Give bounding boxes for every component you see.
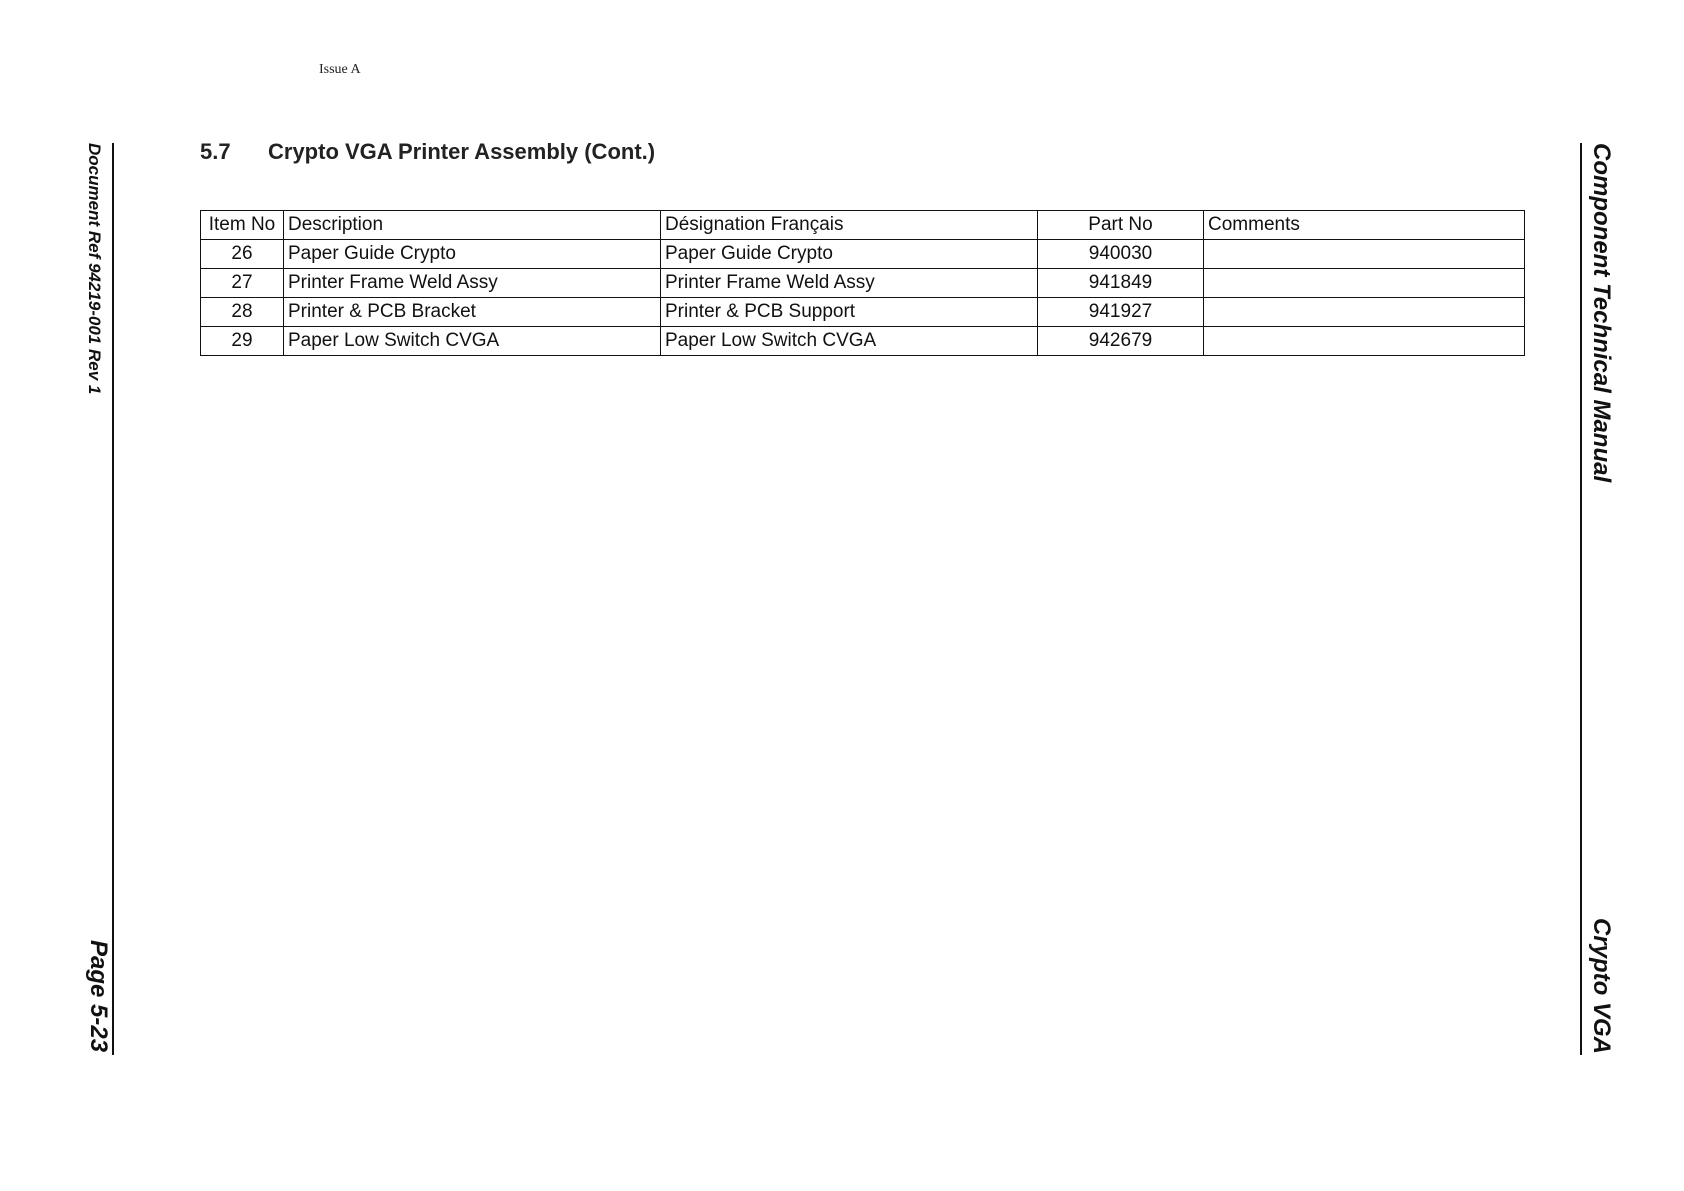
table-row — [201, 327, 1525, 356]
cell-description: Printer Frame Weld Assy — [284, 269, 661, 298]
table-row — [201, 298, 1525, 327]
table-row — [201, 240, 1525, 269]
column-header-comments: Comments — [1204, 211, 1525, 240]
cell-designation: Paper Guide Crypto — [661, 240, 1038, 269]
column-header-designation: Désignation Français — [661, 211, 1038, 240]
cell-part-no: 942679 — [1038, 327, 1204, 356]
cell-part-no: 941849 — [1038, 269, 1204, 298]
column-header-part-no: Part No — [1038, 211, 1204, 240]
right-margin-rule — [1580, 143, 1582, 1055]
cell-item-no: 29 — [201, 327, 284, 356]
cell-description: Printer & PCB Bracket — [284, 298, 661, 327]
section-number: 5.7 — [200, 139, 231, 164]
cell-part-no: 940030 — [1038, 240, 1204, 269]
cell-comments — [1204, 269, 1525, 298]
section-title: Crypto VGA Printer Assembly (Cont.) — [268, 139, 656, 164]
cell-designation: Paper Low Switch CVGA — [661, 327, 1038, 356]
table-row — [201, 269, 1525, 298]
page-number: Page 5-23 — [85, 940, 112, 1053]
cell-comments — [1204, 327, 1525, 356]
product-name: Crypto VGA — [1588, 918, 1615, 1055]
document-reference: Document Ref 94219-001 Rev 1 — [85, 143, 104, 395]
column-header-description: Description — [284, 211, 661, 240]
parts-table — [200, 210, 1525, 356]
manual-title: Component Technical Manual — [1588, 143, 1615, 483]
cell-designation: Printer Frame Weld Assy — [661, 269, 1038, 298]
cell-item-no: 27 — [201, 269, 284, 298]
column-header-item-no: Item No — [201, 211, 284, 240]
cell-part-no: 941927 — [1038, 298, 1204, 327]
cell-designation: Printer & PCB Support — [661, 298, 1038, 327]
cell-description: Paper Guide Crypto — [284, 240, 661, 269]
cell-comments — [1204, 298, 1525, 327]
section-heading — [200, 139, 655, 165]
cell-item-no: 28 — [201, 298, 284, 327]
left-margin-rule — [112, 143, 114, 1055]
cell-item-no: 26 — [201, 240, 284, 269]
table-header-row — [201, 211, 1525, 240]
issue-label: Issue A — [319, 62, 361, 77]
cell-description: Paper Low Switch CVGA — [284, 327, 661, 356]
cell-comments — [1204, 240, 1525, 269]
